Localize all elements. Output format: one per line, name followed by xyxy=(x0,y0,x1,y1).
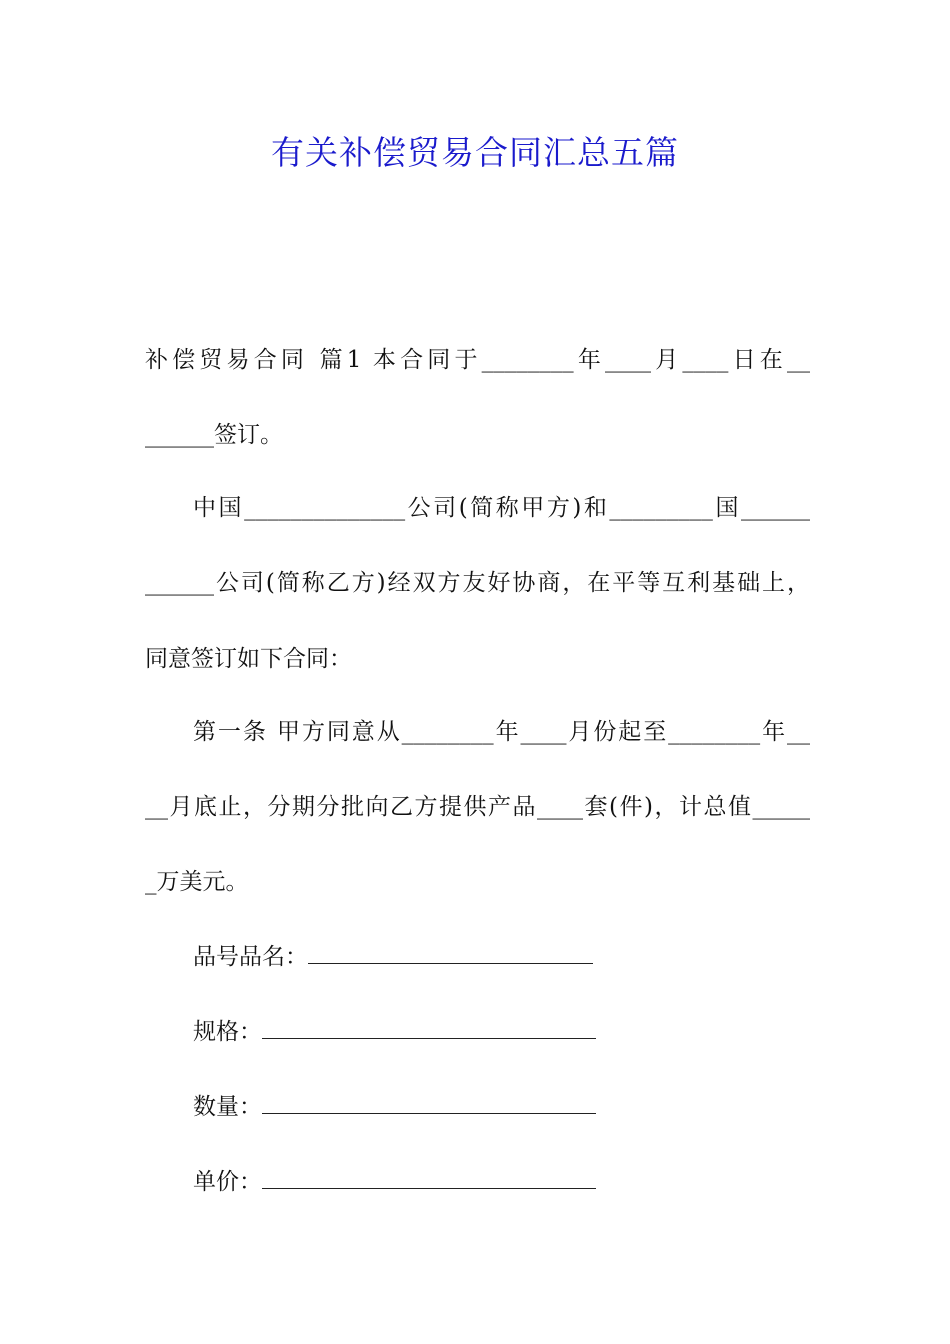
paragraph-line-7: __月底止，分期分批向乙方提供产品____套(件)，计总值_____ xyxy=(145,794,810,820)
blank-underline xyxy=(262,1016,596,1039)
field-label: 品号品名： xyxy=(193,944,308,970)
blank-underline xyxy=(308,941,593,964)
blank-underline xyxy=(262,1091,596,1114)
paragraph-line-8: _万美元。 xyxy=(145,869,249,895)
paragraph-line-4: ______公司(简称乙方)经双方友好协商，在平等互利基础上， xyxy=(145,570,810,596)
field-unit-price xyxy=(193,1166,596,1197)
field-product-name xyxy=(193,941,593,972)
blank-underline xyxy=(262,1166,596,1189)
paragraph-line-3: 中国______________公司(简称甲方)和_________国______ xyxy=(193,495,810,521)
field-label: 单价： xyxy=(193,1169,262,1195)
paragraph-line-6: 第一条 甲方同意从________年____月份起至________年__ xyxy=(193,719,810,745)
paragraph-line-5: 同意签订如下合同： xyxy=(145,646,352,672)
field-label: 数量： xyxy=(193,1094,262,1120)
field-label: 规格： xyxy=(193,1019,262,1045)
document-title: 有关补偿贸易合同汇总五篇 xyxy=(271,133,679,172)
paragraph-line-1: 补偿贸易合同 篇1 本合同于________年____月____日在__ xyxy=(145,347,810,373)
field-specification xyxy=(193,1016,596,1047)
field-quantity xyxy=(193,1091,596,1122)
paragraph-line-2: ______签订。 xyxy=(145,422,283,448)
